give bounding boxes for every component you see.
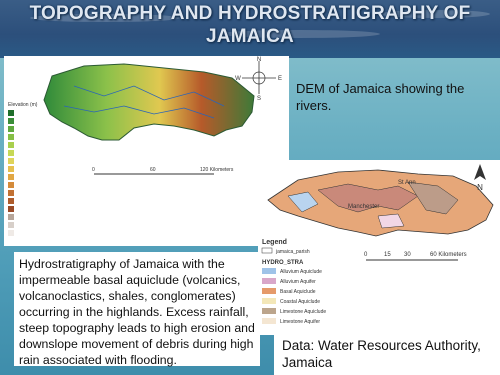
svg-text:Elevation (m): Elevation (m): [8, 102, 38, 108]
svg-text:Basal Aquiclude: Basal Aquiclude: [280, 289, 316, 295]
svg-text:60 Kilometers: 60 Kilometers: [430, 252, 467, 258]
jamaica-dem-shape: [44, 64, 254, 140]
svg-text:W: W: [235, 76, 241, 82]
elevation-legend: [8, 102, 38, 236]
svg-text:Limestone Aquiclude: Limestone Aquiclude: [280, 309, 327, 315]
svg-text:St Ann: St Ann: [398, 180, 416, 186]
svg-text:N: N: [256, 57, 262, 63]
svg-text:30: 30: [404, 252, 411, 258]
dem-caption: DEM of Jamaica showing the rivers.: [296, 81, 465, 113]
svg-text:N: N: [477, 183, 483, 192]
svg-text:60: 60: [150, 167, 156, 173]
svg-text:0: 0: [92, 167, 95, 173]
dem-scale-bar: [92, 167, 234, 174]
svg-text:Alluvium Aquifer: Alluvium Aquifer: [280, 279, 316, 285]
svg-text:Coastal Aquiclude: Coastal Aquiclude: [280, 299, 321, 305]
svg-text:Manchester: Manchester: [348, 204, 380, 210]
svg-text:15: 15: [384, 252, 391, 258]
svg-text:Limestone Aquifer: Limestone Aquifer: [280, 319, 321, 325]
svg-text:S: S: [256, 96, 262, 102]
hydro-legend: [262, 239, 326, 325]
source-box: [274, 333, 500, 375]
svg-text:E: E: [277, 76, 283, 82]
svg-text:120 Kilometers: 120 Kilometers: [200, 167, 234, 173]
svg-text:HYDRO_STRA: HYDRO_STRA: [262, 260, 304, 266]
svg-text:Legend: Legend: [262, 239, 287, 246]
svg-text:Alluvium Aquiclude: Alluvium Aquiclude: [280, 269, 322, 275]
slide-title: TOPOGRAPHY AND HYDROSTRATIGRAPHY OF JAMAICA: [29, 3, 471, 47]
svg-text:jamaica_parish: jamaica_parish: [276, 249, 310, 255]
hydro-map-graphic: [258, 160, 500, 335]
source-text: Data: Water Resources Authority, Jamaica: [282, 338, 481, 370]
hydro-scale-bar: [364, 252, 467, 260]
dem-map-graphic: [4, 56, 289, 246]
description-text: Hydrostratigraphy of Jamaica with the impermeable basal aquiclude (volcanics, volcanoclastics, shales, conglomerates) occurring in the highlands. Excess rainfall, steep topography leads to high erosion and downslope movement of debris during high rain associated with flooding.: [19, 257, 255, 367]
hydro-map: [258, 160, 500, 335]
dem-map: [4, 56, 289, 246]
description-box: [14, 252, 260, 366]
svg-text:0: 0: [364, 252, 368, 258]
